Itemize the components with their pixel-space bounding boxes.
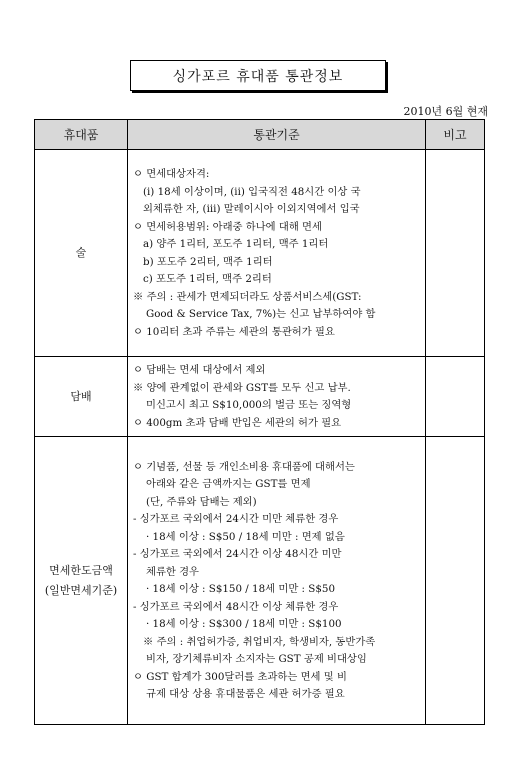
item-cell (35, 357, 128, 437)
rule-line: - 싱가포르 국외에서 24시간 미만 체류한 경우 (133, 513, 339, 525)
rule-line: 외체류한 자, (iii) 말레이시아 이외지역에서 입국 (143, 203, 360, 215)
rule-line: - 싱가포르 국외에서 24시간 이상 48시간 미만 (133, 548, 342, 560)
rule-line: a) 양주 1리터, 포도주 1리터, 맥주 1리터 (143, 238, 329, 250)
rule-line: - 싱가포르 국외에서 48시간 이상 체류한 경우 (133, 600, 339, 613)
rule-line: 체류한 경우 (146, 565, 200, 578)
rule-line: 규제 대상 상용 휴대물품은 세관 허가증 필요 (146, 688, 345, 700)
rules-cell (128, 150, 426, 357)
rule-line: ㅇ 400gm 초과 담배 반입은 세관의 허가 필요 (133, 416, 342, 429)
rule-line: b) 포도주 2리터, 맥주 1리터 (143, 255, 273, 268)
rule-line: ※ 주의 : 취업허가증, 취업비자, 학생비자, 동반가족 (143, 635, 376, 648)
table-row (35, 357, 485, 437)
rule-line: c) 포도주 1리터, 맥주 2리터 (143, 273, 272, 285)
rule-line: ※ 주의 : 관세가 면제되더라도 상품서비스세(GST: (133, 290, 362, 303)
header-row (35, 120, 485, 150)
note-cell (426, 437, 485, 725)
item-label: 술 (75, 246, 87, 259)
rule-line: 아래와 같은 금액까지는 GST를 면제 (146, 478, 311, 490)
rule-line: ㅇ 담배는 면세 대상에서 제외 (133, 364, 266, 376)
rule-line: ㅇ 면세대상자격: (133, 168, 210, 180)
document-title-box (130, 60, 386, 91)
rule-line: · 18세 이상 : S$300 / 18세 미만 : S$100 (146, 618, 342, 630)
rule-line: ㅇ GST 합계가 300달러를 초과하는 면세 및 비 (133, 670, 347, 683)
customs-table (34, 119, 485, 725)
rules-cell (128, 437, 426, 725)
rule-line: ㅇ 면세허용범위: 아래중 하나에 대해 면세 (133, 220, 322, 233)
rule-line: · 18세 이상 : S$50 / 18세 미만 : 면제 없음 (146, 530, 345, 543)
rule-line: Good & Service Tax, 7%)는 신고 납부하여야 함 (146, 308, 376, 320)
rule-line: ㅇ 10리터 초과 주류는 세관의 통관허가 필요 (133, 325, 335, 338)
note-cell (426, 357, 485, 437)
table-row (35, 437, 485, 725)
item-label: (일반면세기준) (44, 583, 118, 597)
rule-line: · 18세 이상 : S$150 / 18세 미만 : S$50 (146, 583, 335, 595)
rule-line: ※ 양에 관계없이 관세와 GST를 모두 신고 납부. (133, 381, 351, 394)
note-cell (426, 150, 485, 357)
rule-line: 미신고시 최고 S$10,000의 벌금 또는 징역형 (146, 399, 352, 411)
item-label: 면세한도금액 (49, 563, 113, 577)
document-title: 싱가포르 휴대품 통관정보 (172, 68, 344, 85)
rule-line: (i) 18세 이상이며, (ii) 입국직전 48시간 이상 국 (143, 185, 361, 198)
header-item: 휴대품 (35, 120, 128, 150)
item-cell (35, 150, 128, 357)
item-label: 담배 (70, 389, 92, 403)
rules-cell (128, 357, 426, 437)
rule-line: (단, 주류와 담배는 제외) (146, 495, 257, 508)
header-note: 비고 (426, 120, 485, 150)
item-cell (35, 437, 128, 725)
table-row (35, 150, 485, 357)
date-label: 2010년 6월 현재 (403, 105, 488, 118)
header-rules: 통관기준 (128, 120, 426, 150)
rule-line: ㅇ 기념품, 선물 등 개인소비용 휴대품에 대해서는 (133, 460, 355, 473)
rule-line: 비자, 장기체류비자 소지자는 GST 공제 비대상임 (146, 653, 367, 665)
